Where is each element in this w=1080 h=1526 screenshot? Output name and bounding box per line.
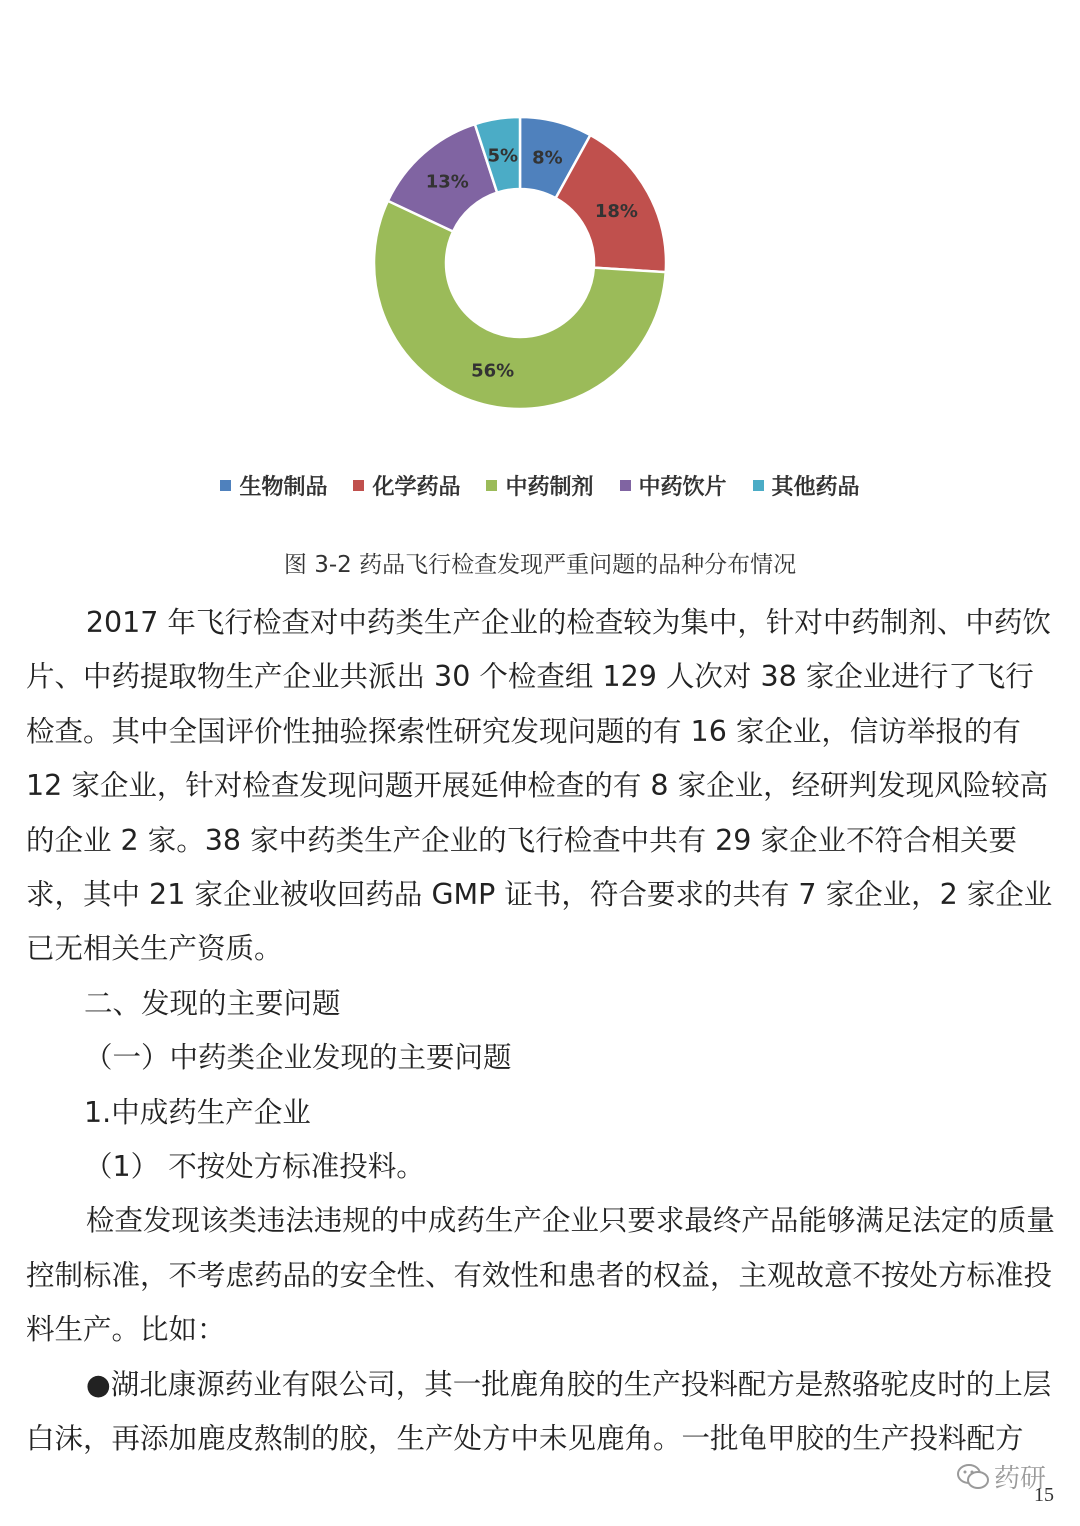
donut-chart	[0, 0, 1080, 440]
legend-swatch	[220, 480, 231, 491]
watermark-text: 药研	[993, 1464, 1046, 1494]
slice-label-3: 56%	[471, 360, 515, 382]
donut-slices	[374, 117, 666, 409]
legend-item-1	[220, 470, 327, 501]
legend-swatch	[353, 480, 364, 491]
figure-caption: 图 3-2 药品飞行检查发现严重问题的品种分布情况	[283, 552, 797, 578]
legend-swatch	[620, 480, 631, 491]
slice-label-1: 8%	[532, 147, 563, 169]
legend-swatch	[753, 480, 764, 491]
subsection-heading: （一）中药类企业发现的主要问题	[84, 1041, 512, 1075]
wechat-icon	[956, 1463, 990, 1491]
slice-label-4: 13%	[425, 171, 469, 193]
paragraph-example: ●湖北康源药业有限公司，其一批鹿角胶的生产投料配方是熬骆驼皮时的上层白沫，再添加鹿皮熬制的胶，生产处方中未见鹿角。一批龟甲胶的生产投料配方	[26, 1367, 1052, 1456]
chart-legend	[0, 470, 1080, 501]
legend-label: 其他药品	[771, 475, 860, 500]
legend-item-5	[753, 470, 860, 501]
legend-label: 中药饮片	[638, 475, 727, 500]
slice-label-5: 5%	[487, 145, 519, 167]
sub-item-heading: （1） 不按处方标准投料。	[84, 1150, 425, 1184]
legend-item-3	[486, 470, 593, 501]
paragraph-findings: 检查发现该类违法违规的中成药生产企业只要求最终产品能够满足法定的质量控制标准，不考虑药品的安全性、有效性和患者的权益，主观故意不按处方标准投料生产。比如：	[26, 1204, 1055, 1347]
legend-item-4	[620, 470, 727, 501]
slice-label-2: 18%	[594, 201, 638, 223]
document-body	[26, 596, 1056, 1467]
page-number: 15	[1034, 1484, 1054, 1506]
item-heading: 1.中成药生产企业	[84, 1095, 311, 1129]
watermark	[956, 1458, 1046, 1495]
legend-label: 中药制剂	[505, 475, 594, 500]
paragraph-summary: 2017 年飞行检查对中药类生产企业的检查较为集中，针对中药制剂、中药饮片、中药提取物生产企业共派出 30 个检查组 129 人次对 38 家企业进行了飞行检查。其中全国评价性抽验探索性研究发现问题的有 16 家企业，信访举报的有 12 家企业，针对检查发现问题开展延伸检查的有 8 家企业，经研判发现风险较高的企业 2 家。38 家中药类生产企业的飞行检查中共有 29 家企业不符合相关要求，其中 21 家企业被收回药品 GMP 证书，符合要求的共有 7 家企业，2 家企业已无相关生产资质。	[26, 606, 1053, 966]
section-heading: 二、发现的主要问题	[84, 986, 341, 1020]
legend-item-2	[353, 470, 460, 501]
legend-label: 生物制品	[239, 475, 328, 500]
legend-label: 化学药品	[372, 475, 461, 500]
legend-swatch	[486, 480, 497, 491]
